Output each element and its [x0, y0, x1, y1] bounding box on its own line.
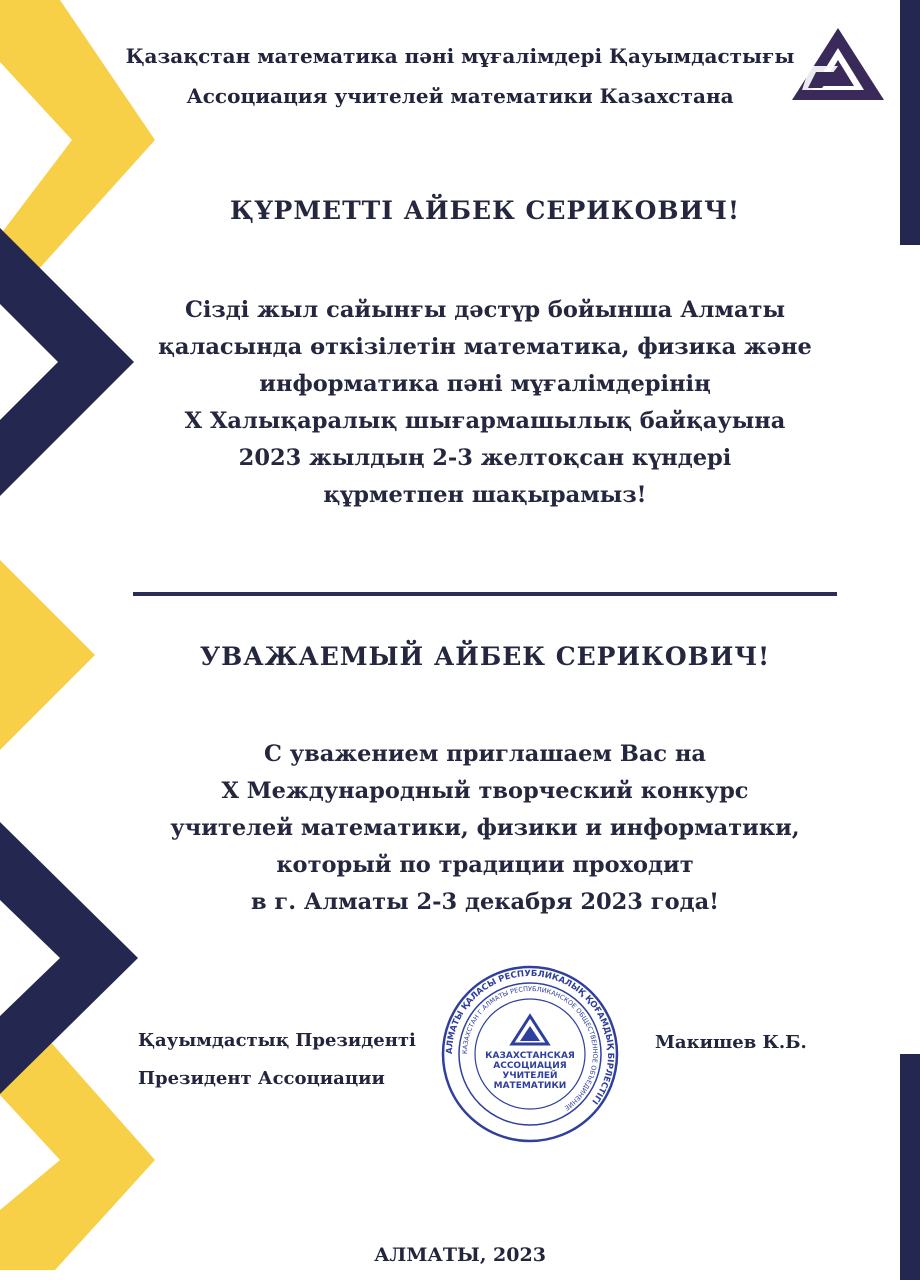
invitation-line: в г. Алматы 2-3 декабря 2023 года!	[250, 889, 720, 915]
section-divider	[133, 592, 837, 596]
president-title-kz: Қауымдастық Президенті	[138, 1030, 416, 1051]
invitation-line: құрметпен шақырамыз!	[323, 482, 647, 508]
president-title-ru: Президент Ассоциации	[138, 1068, 385, 1089]
invitation-line: учителей математики, физики и информатики,	[170, 815, 800, 841]
association-triangle-logo-icon	[790, 26, 886, 104]
header-association-ru: Ассоциация учителей математики Казахстана	[186, 84, 734, 108]
invitation-line: С уважением приглашаем Вас на	[264, 741, 706, 767]
invitation-paragraph-kz	[110, 292, 860, 514]
right-navy-bar-bottom	[900, 1054, 920, 1280]
invitation-line: который по традиции проходит	[276, 852, 694, 878]
stamp-outer-ring-text: АЛМАТЫ ҚАЛАСЫ РЕСПУБЛИКАЛЫҚ ҚОҒАМДЫҚ БІРЛЕСТІГІ	[444, 968, 616, 1106]
stamp-center-line: МАТЕМАТИКИ	[493, 1081, 567, 1091]
greeting-ru: УВАЖАЕМЫЙ АЙБЕК СЕРИКОВИЧ!	[199, 642, 771, 671]
stamp-center-line: КАЗАХСТАНСКАЯ	[485, 1051, 575, 1061]
association-stamp	[440, 964, 620, 1144]
stamp-inner-ring-text: КАЗАХСТАН Г.АЛМАТЫ РЕСПУБЛИКАНСКОЕ ОБЩЕСТВЕННОЕ ОБЪЕДИНЕНИЕ	[460, 984, 600, 1112]
footer-city-year: АЛМАТЫ, 2023	[374, 1244, 546, 1266]
yellow-chevron-middle	[0, 560, 95, 750]
greeting-kz: ҚҰРМЕТТІ АЙБЕК СЕРИКОВИЧ!	[230, 196, 740, 225]
stamp-center-line: УЧИТЕЛЕЙ	[502, 1071, 558, 1081]
invitation-line: Сізді жыл сайынғы дәстүр бойынша Алматы	[184, 297, 786, 323]
invitation-line: информатика пәні мұғалімдерінің	[259, 371, 711, 397]
invitation-paragraph-ru	[110, 736, 860, 921]
invitation-line: X Международный творческий конкурс	[221, 778, 749, 804]
stamp-triangle-logo-icon	[512, 1016, 548, 1044]
header-association-kz: Қазақстан математика пәні мұғалімдері Қауымдастығы	[125, 44, 795, 68]
right-navy-bar-top	[900, 0, 920, 245]
invitation-line: X Халықаралық шығармашылық байқауына	[184, 408, 786, 434]
stamp-center-line: АССОЦИАЦИЯ	[493, 1061, 567, 1071]
invitation-line: қаласында өткізілетін математика, физика және	[158, 334, 812, 360]
svg-text:КАЗАХСТАН Г.АЛМАТЫ РЕСПУБЛИКАН	[461, 985, 599, 1112]
invitation-line: 2023 жылдың 2-3 желтоқсан күндері	[238, 445, 732, 471]
president-name: Макишев К.Б.	[655, 1032, 807, 1053]
